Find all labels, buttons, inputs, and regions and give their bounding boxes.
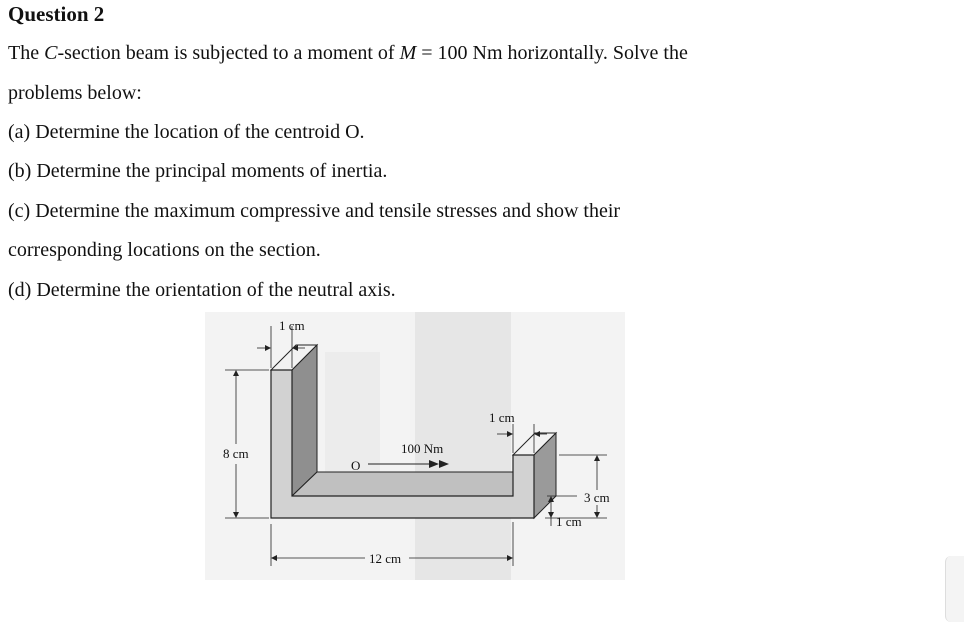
c-section-beam-figure <box>205 312 625 580</box>
dim-label-height: 8 cm <box>223 446 249 461</box>
side-panel-tab[interactable] <box>945 556 964 622</box>
dim-label-width: 12 cm <box>369 551 402 566</box>
intro-text-a: The <box>8 42 45 64</box>
part-c: (c) Determine the maximum compressive and tensile stresses and show their <box>8 200 621 222</box>
problem-intro-continuation: problems below: <box>8 82 142 104</box>
intro-text-c: = 100 Nm horizontally. Solve the <box>416 42 688 64</box>
left-flange-side-face <box>292 345 317 496</box>
centroid-label: O <box>351 458 361 473</box>
moment-variable: M <box>399 42 417 64</box>
part-b: (b) Determine the principal moments of inertia. <box>8 160 388 182</box>
question-title: Question 2 <box>8 2 105 26</box>
dim-label-right-height: 3 cm <box>584 490 610 505</box>
intro-text-b: -section beam is subjected to a moment of <box>57 42 400 64</box>
part-a: (a) Determine the location of the centroid O. <box>8 121 365 143</box>
web-top-face <box>292 472 513 496</box>
dim-label-top-thickness: 1 cm <box>279 318 305 333</box>
part-c-continuation: corresponding locations on the section. <box>8 239 321 261</box>
problem-intro-line <box>8 42 688 65</box>
intro-c-italic: C <box>44 42 58 64</box>
moment-label: 100 Nm <box>401 441 444 456</box>
dim-label-base-thickness: 1 cm <box>556 514 582 529</box>
part-d: (d) Determine the orientation of the neutral axis. <box>8 279 396 301</box>
dim-label-right-thickness: 1 cm <box>489 410 515 425</box>
